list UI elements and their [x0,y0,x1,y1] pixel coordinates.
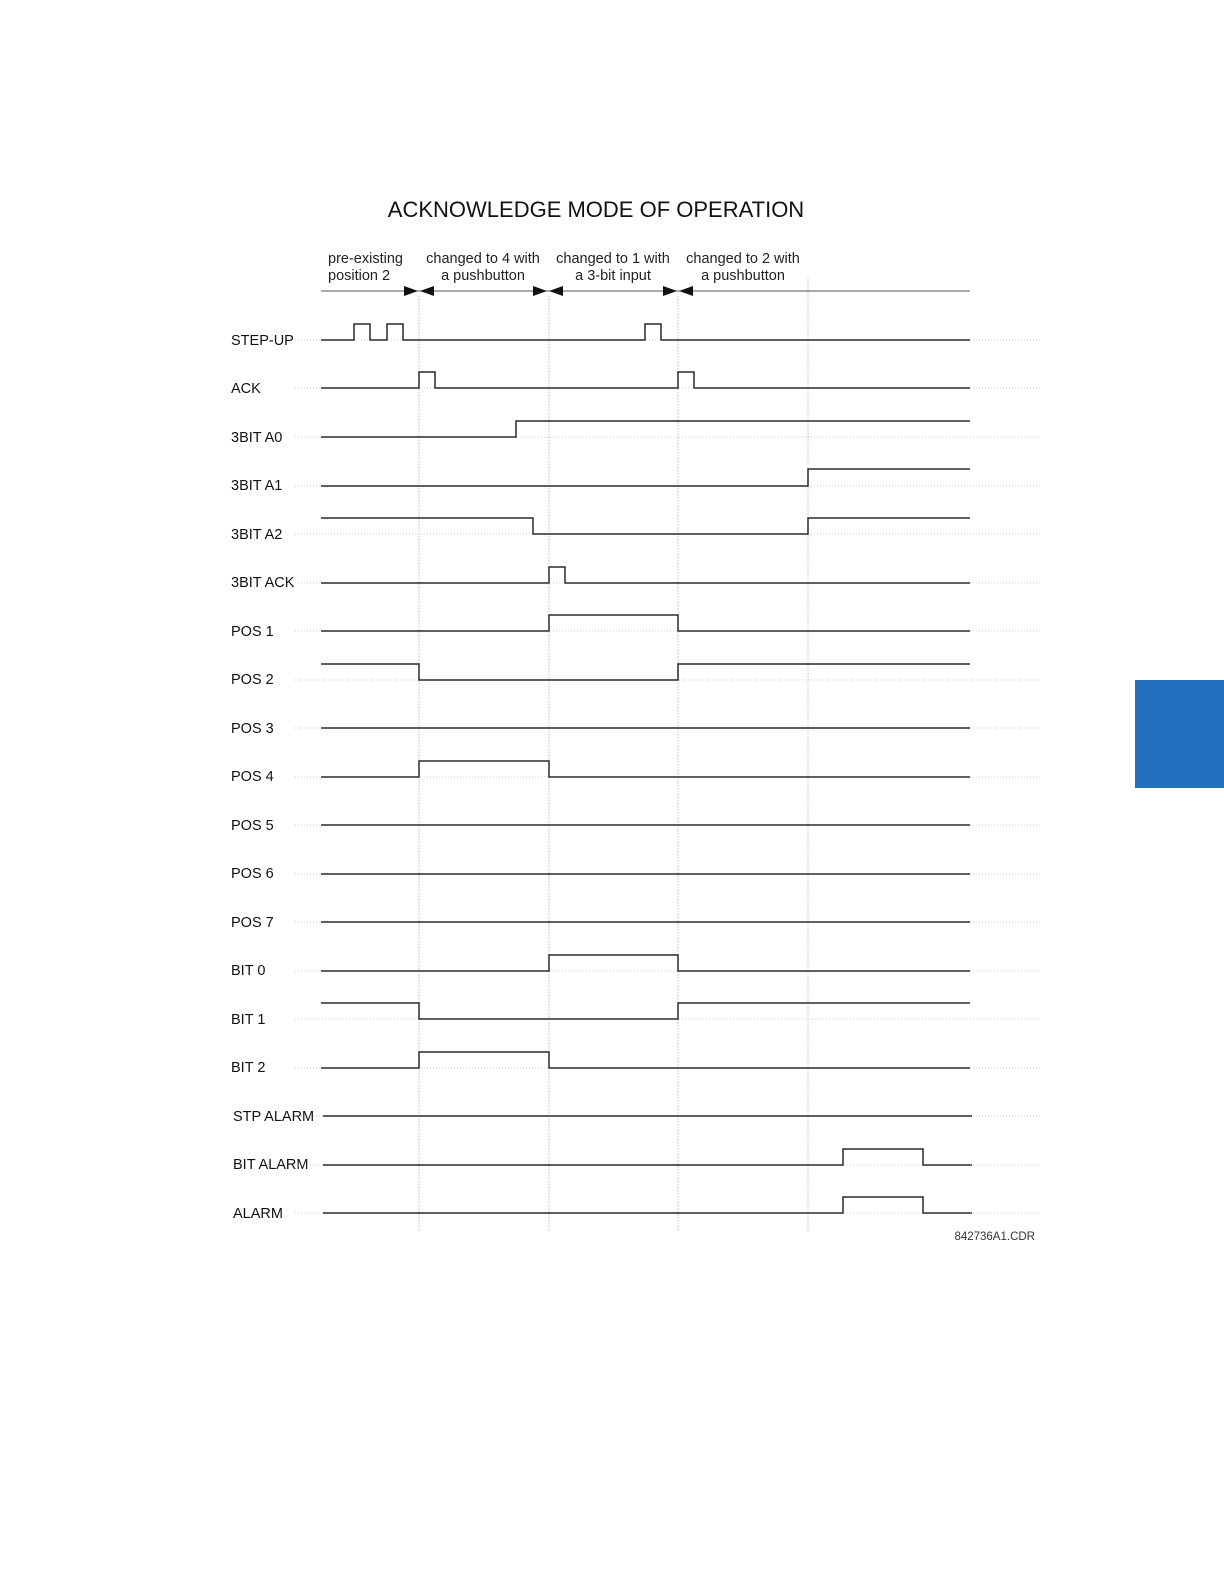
phase-label-to1: changed to 1 with [556,251,670,267]
signal-label: 3BIT A1 [231,478,283,494]
signal-label: STEP-UP [231,333,294,349]
signal-row-ack [231,372,1040,397]
signal-trace [321,518,970,534]
signal-label: BIT ALARM [233,1157,309,1173]
signal-row-pos-4 [231,761,1040,785]
signal-label: POS 2 [231,672,274,688]
signal-row-bit-0 [231,955,1040,979]
signal-trace [321,324,970,340]
signal-label: BIT 1 [231,1012,266,1028]
signal-label: POS 1 [231,624,274,640]
signal-row-pos-3 [231,721,1040,737]
drawing-code: 842736A1.CDR [954,1231,1035,1243]
arrow-right-icon [533,286,547,296]
phase-label-to4-line2: a pushbutton [441,268,525,284]
signal-label: STP ALARM [233,1109,315,1125]
arrow-left-icon [679,286,693,296]
signal-row-pos-1 [231,615,1040,640]
signal-label: BIT 2 [231,1060,266,1076]
signal-label: POS 7 [231,915,274,931]
signal-trace [321,1052,970,1068]
phase-label-preexisting: pre-existing [328,251,403,267]
chapter-tab [1135,680,1224,788]
signal-label: POS 4 [231,769,274,785]
phase-label-to1-line2: a 3-bit input [575,268,651,284]
signal-trace [321,955,970,971]
signal-trace [323,1149,972,1165]
signal-row-pos-6 [231,866,1040,882]
arrow-left-icon [549,286,563,296]
signal-label: 3BIT ACK [231,575,295,591]
signal-label: ALARM [233,1206,283,1222]
signal-trace [323,1197,972,1213]
signal-label: BIT 0 [231,963,266,979]
signal-row-3bit-ack [231,567,1040,591]
signal-row-step-up [231,324,1040,349]
signal-row-pos-7 [231,915,1040,931]
signal-row-pos-5 [231,818,1040,834]
diagram-title: ACKNOWLEDGE MODE OF OPERATION [387,197,805,222]
signal-trace [321,469,970,486]
arrow-left-icon [420,286,434,296]
signal-label: 3BIT A0 [231,430,283,446]
signal-label: 3BIT A2 [231,527,283,543]
phase-label-to4: changed to 4 with [426,251,540,267]
signal-row-alarm [233,1197,1040,1222]
signal-label: ACK [231,381,261,397]
signal-row-3bit-a2 [231,518,1040,543]
signal-trace [321,1003,970,1019]
signal-trace [321,421,970,437]
signal-row-bit-1 [231,1003,1040,1028]
phase-label-to2-line2: a pushbutton [701,268,785,284]
arrow-right-icon [663,286,677,296]
signal-row-bit-2 [231,1052,1040,1076]
signal-row-3bit-a1 [231,469,1040,494]
signal-rows [231,324,1040,1222]
signal-row-bit-alarm [233,1149,1040,1173]
signal-label: POS 6 [231,866,274,882]
signal-label: POS 3 [231,721,274,737]
phase-label-preexisting-line2: position 2 [328,268,391,284]
signal-trace [321,372,970,388]
signal-trace [321,615,970,631]
signal-row-stp-alarm [233,1109,1040,1125]
phase-headers [328,251,800,284]
phase-label-to2: changed to 2 with [686,251,800,267]
signal-trace [321,664,970,680]
signal-row-3bit-a0 [231,421,1040,446]
signal-trace [321,761,970,777]
signal-trace [321,567,970,583]
signal-row-pos-2 [231,664,1040,688]
arrow-right-icon [404,286,418,296]
signal-label: POS 5 [231,818,274,834]
